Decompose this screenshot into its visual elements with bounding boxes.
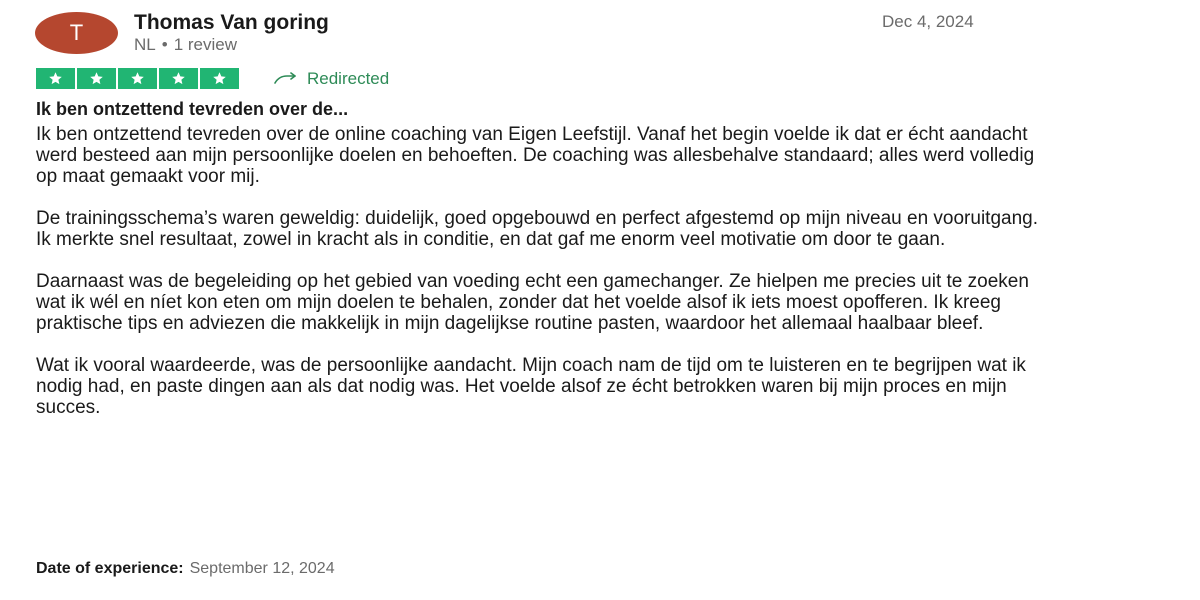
reviewer-meta [134,35,237,55]
review-paragraph: Daarnaast was de begeleiding op het gebied van voeding echt een gamechanger. Ze hielpen me precies uit te zoeken wat ik wél en níet kon eten om mijn doelen te behalen, zonder dat het voelde alsof ik iets moest opofferen. Ik kreeg praktische tips en adviezen die makkelijk in mijn dagelijkse routine pasten, waardoor het allemaal haalbaar bleef. [36,271,1029,334]
reviewer-review-count: 1 review [173,35,237,54]
star-icon [171,71,186,86]
review-paragraph: Ik ben ontzettend tevreden over de online coaching van Eigen Leefstijl. Vanaf het begin voelde ik dat er écht aandacht werd besteed aan mijn persoonlijke doelen en behoeften. De coaching was allesbehalve standaard; alles werd volledig op maat gemaakt voor mij. [36,124,1035,187]
date-of-experience [36,560,335,578]
star-icon [89,71,104,86]
review-body [36,124,1046,439]
review-date: Dec 4, 2024 [882,12,974,31]
review-title[interactable]: Ik ben ontzettend tevreden over de... [36,99,349,119]
review-paragraph: De trainingsschema’s waren geweldig: duidelijk, goed opgebouwd en perfect afgestemd op mijn niveau en vooruitgang. Ik merkte snel resultaat, zowel in kracht als in conditie, en dat gaf me enorm veel motivatie om door te gaan. [36,208,1038,250]
star-box [118,68,157,89]
redirected-label: Redirected [307,69,390,88]
avatar[interactable] [35,12,118,54]
redirected-badge[interactable] [273,69,389,89]
star-box [200,68,239,89]
reviewer-country: NL [134,35,156,54]
star-icon [212,71,227,86]
redirect-arrow-icon [273,72,299,86]
avatar-initial: T [69,20,84,45]
star-box [77,68,116,89]
review-paragraph: Wat ik vooral waardeerde, was de persoonlijke aandacht. Mijn coach nam de tijd om te luisteren en te begrijpen wat ik nodig had, en paste dingen aan als dat nodig was. Het voelde alsof ze écht betrokken waren bij mijn proces en mijn succes. [36,355,1026,418]
star-rating [36,68,239,90]
experience-label: Date of experience: [36,560,184,577]
meta-separator: • [161,35,168,54]
star-icon [130,71,145,86]
reviewer-name[interactable]: Thomas Van goring [134,11,329,34]
star-icon [48,71,63,86]
star-box [159,68,198,89]
star-box [36,68,75,89]
experience-date: September 12, 2024 [189,560,335,577]
